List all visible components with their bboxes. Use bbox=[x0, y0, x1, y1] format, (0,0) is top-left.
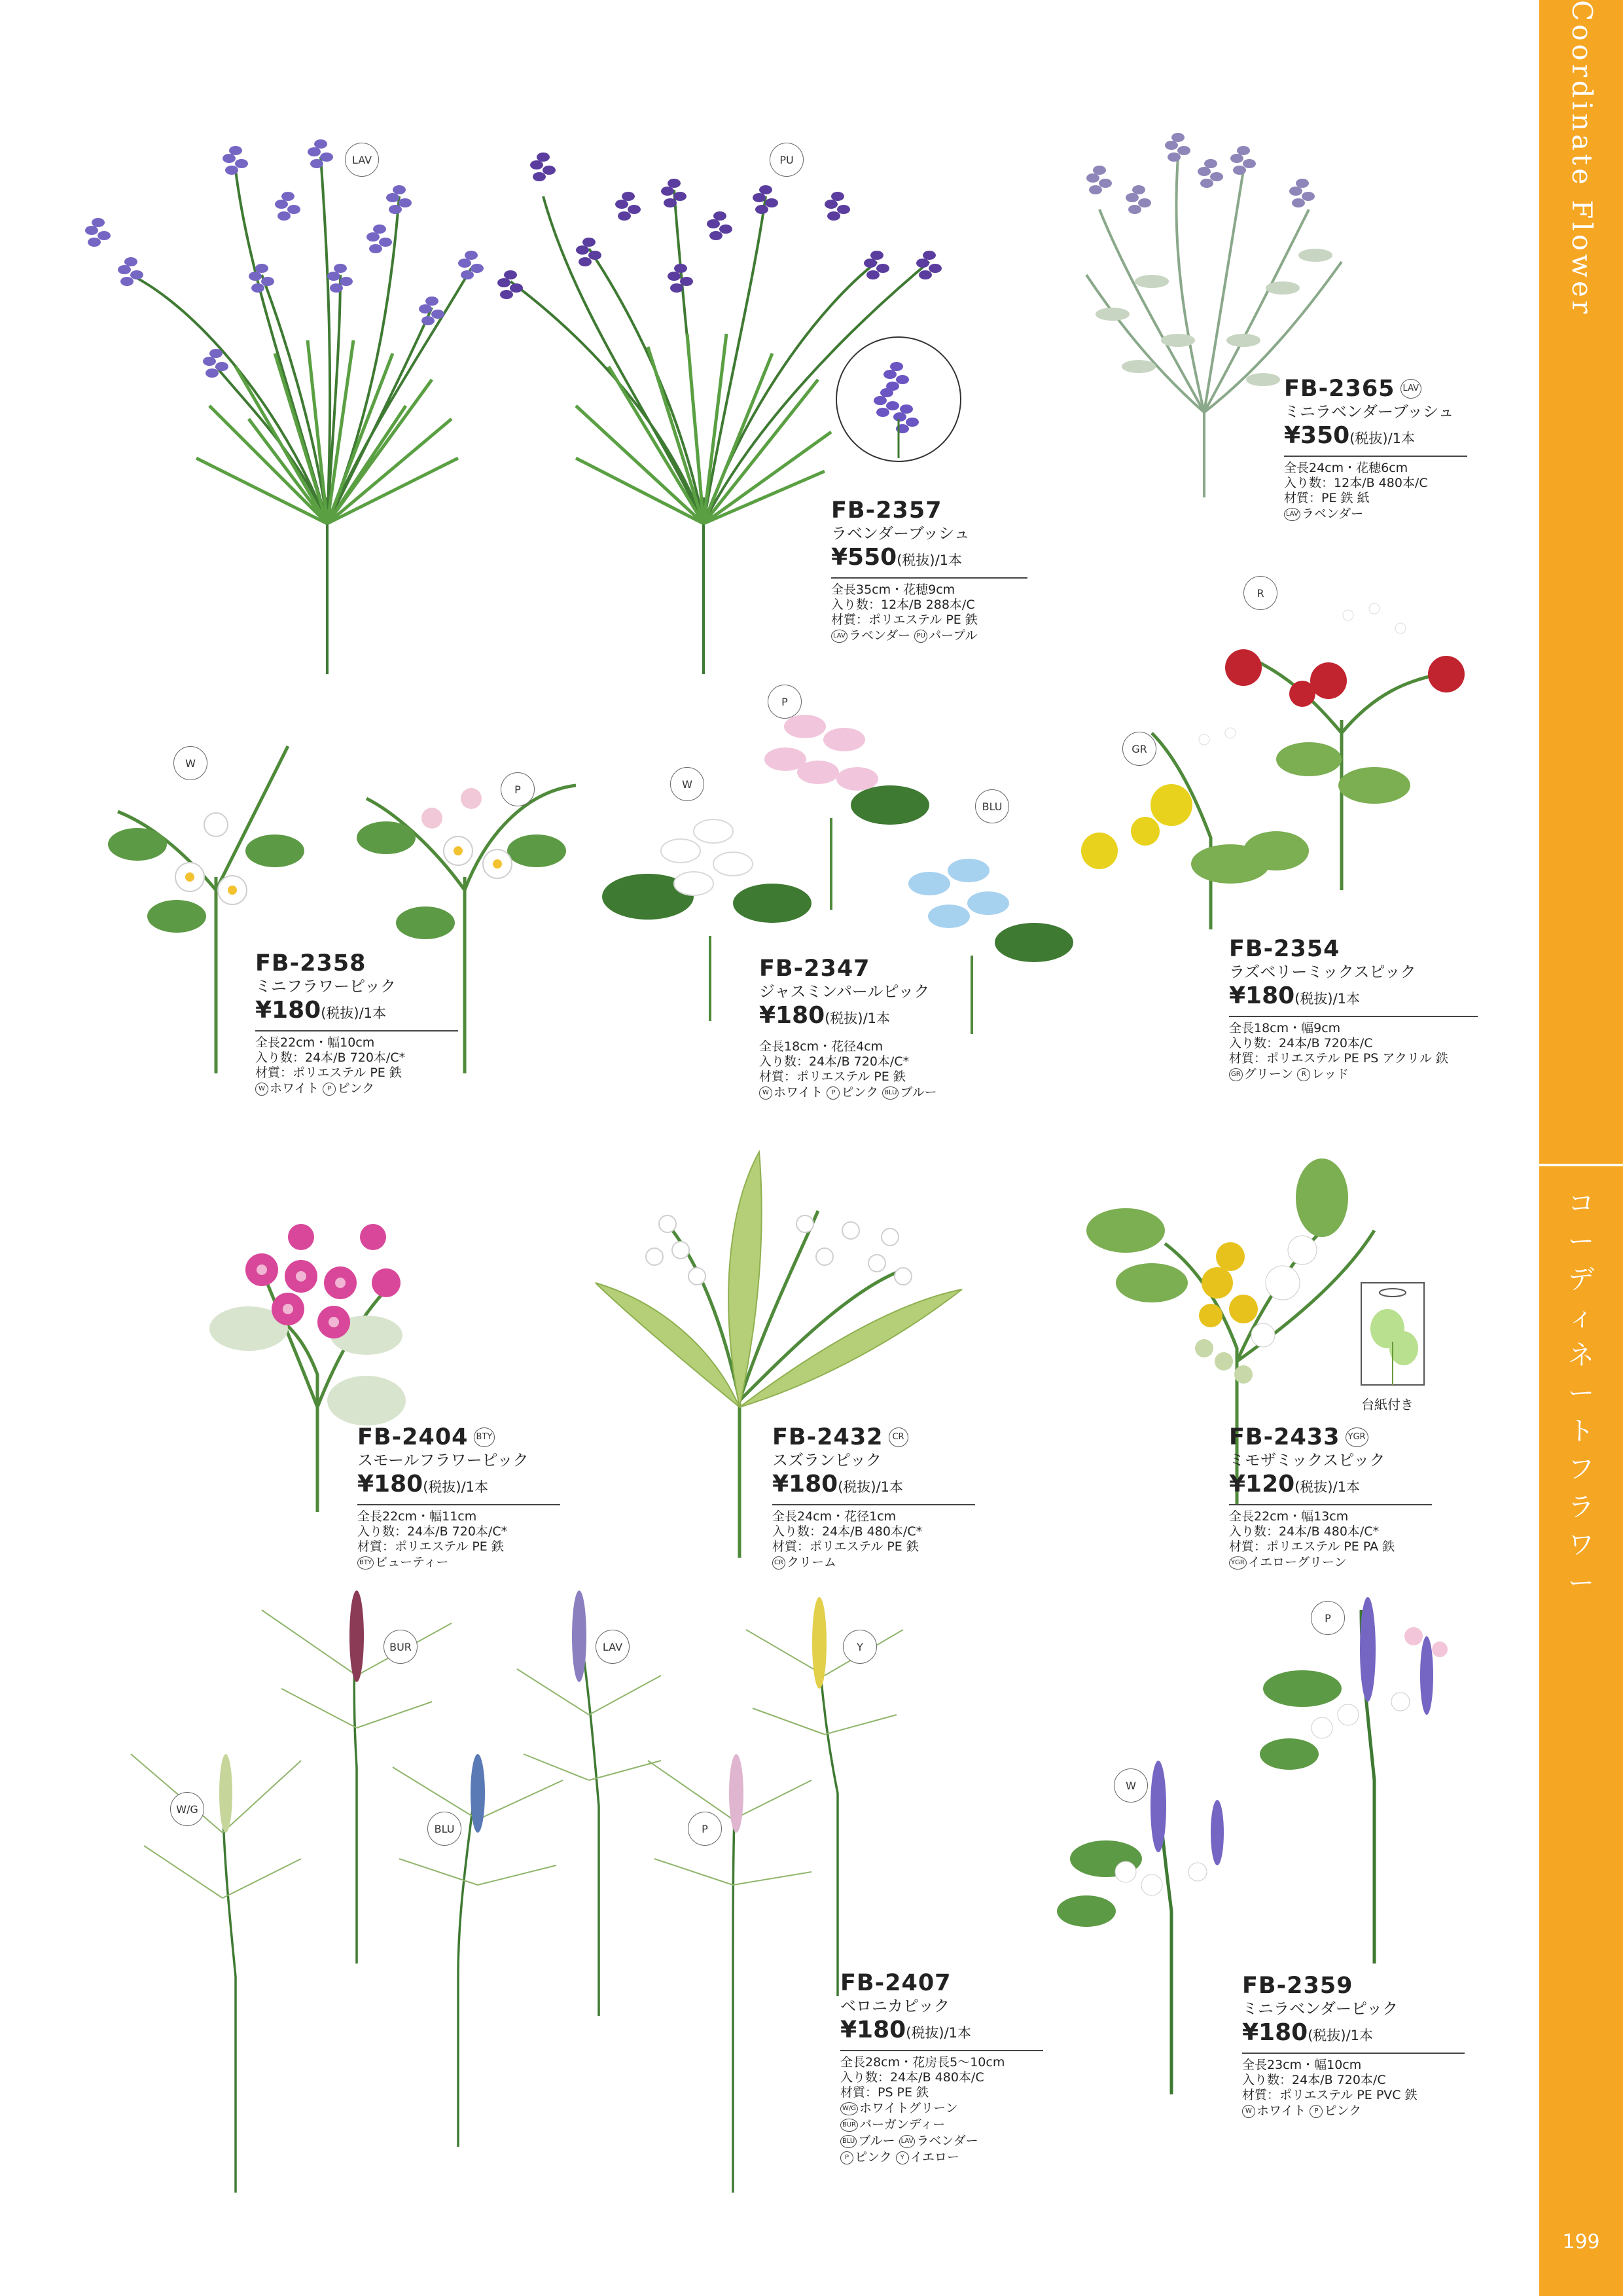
tag-bur: BUR bbox=[383, 1630, 418, 1664]
product-code: FB-2354 bbox=[1229, 936, 1340, 962]
tag-p: P bbox=[688, 1812, 722, 1846]
product-name: ラズベリーミックスピック bbox=[1229, 963, 1416, 981]
product-name: ミモザミックスピック bbox=[1229, 1451, 1385, 1469]
product-colors: BTY ビューティー bbox=[357, 1554, 560, 1571]
tag-blu: BLU bbox=[975, 789, 1009, 823]
product-name: ベロニカピック bbox=[840, 1997, 950, 2015]
tag-r: R bbox=[1243, 576, 1277, 610]
tag-w: W bbox=[173, 746, 207, 780]
tag-lav: LAV bbox=[596, 1630, 630, 1664]
tag-wg: W/G bbox=[170, 1792, 204, 1826]
tag-pu: PU bbox=[770, 143, 804, 177]
product-code: FB-2359 bbox=[1242, 1973, 1353, 1999]
product-price: ¥180(税抜)/1本 bbox=[255, 996, 458, 1031]
product-price: ¥120(税抜)/1本 bbox=[1229, 1470, 1432, 1505]
product-price: ¥180(税抜)/1本 bbox=[1229, 982, 1478, 1017]
product-code: FB-2433 YGR bbox=[1229, 1424, 1432, 1450]
product-colors: W ホワイト P ピンク bbox=[1242, 2103, 1465, 2119]
product-spec: 全長22cm・幅13cm 入り数：24本/B 480本/C* 材質：ポリエステル PE PA 鉄 bbox=[1229, 1509, 1395, 1554]
tag-w: W bbox=[670, 767, 704, 801]
product-colors: LAV ラベンダー bbox=[1284, 506, 1467, 522]
daishi-label: 台紙付き bbox=[1361, 1397, 1414, 1412]
product-code: FB-2347 bbox=[759, 956, 870, 982]
product-spec: 全長22cm・幅11cm 入り数：24本/B 720本/C* 材質：ポリエステル PE 鉄 bbox=[357, 1509, 508, 1554]
product-colors: LAV ラベンダー PU パープル bbox=[831, 628, 1027, 644]
band-title-en-wrap bbox=[1539, 0, 1623, 2296]
band-title-jp: コーディネートフラワー bbox=[1568, 1189, 1594, 1598]
product-name: スズランピック bbox=[772, 1451, 882, 1469]
product-colors: W ホワイト P ピンク BLU ブルー bbox=[759, 1085, 969, 1101]
product-fb2347 bbox=[759, 956, 969, 1101]
product-fb2359 bbox=[1242, 1973, 1465, 2119]
product-name: ラベンダーブッシュ bbox=[831, 524, 970, 543]
product-name: ミニラベンダーブッシュ bbox=[1284, 403, 1454, 421]
product-price: ¥350(税抜)/1本 bbox=[1284, 422, 1467, 457]
product-price: ¥550(税抜)/1本 bbox=[831, 543, 1027, 579]
product-price: ¥180(税抜)/1本 bbox=[357, 1470, 560, 1505]
product-code: FB-2358 bbox=[255, 950, 366, 977]
product-code: FB-2404 BTY bbox=[357, 1424, 560, 1450]
purple-flowers bbox=[497, 152, 942, 299]
product-code: FB-2432 CR bbox=[772, 1424, 975, 1450]
tag-gr: GR bbox=[1122, 732, 1156, 766]
product-spec: 全長23cm・幅10cm 入り数：24本/B 720本/C 材質：ポリエステル PE PVC 鉄 bbox=[1242, 2058, 1418, 2102]
product-colors: GR グリーン R レッド bbox=[1229, 1066, 1478, 1083]
mini-lavender-foliage bbox=[1096, 249, 1332, 386]
product-fb2432 bbox=[772, 1424, 975, 1571]
page-number: 199 bbox=[1562, 2231, 1600, 2253]
product-colors: YGR イエローグリーン bbox=[1229, 1554, 1432, 1571]
product-colors: W ホワイト P ピンク bbox=[255, 1081, 458, 1097]
product-fb2357 bbox=[831, 497, 1027, 644]
tag-y: Y bbox=[843, 1630, 877, 1664]
product-price: ¥180(税抜)/1本 bbox=[1242, 2018, 1465, 2054]
product-name: ジャスミンパールピック bbox=[759, 982, 930, 1001]
product-code: FB-2357 bbox=[831, 497, 942, 524]
product-spec: 全長24cm・花径1cm 入り数：24本/B 480本/C* 材質：ポリエステル PE 鉄 bbox=[772, 1509, 923, 1554]
product-fb2358 bbox=[255, 950, 458, 1097]
product-price: ¥180(税抜)/1本 bbox=[840, 2016, 1043, 2051]
tag-p: P bbox=[1311, 1601, 1345, 1635]
product-spec: 全長24cm・花穂6cm 入り数：12本/B 480本/C 材質：PE 鉄 紙 bbox=[1284, 461, 1428, 505]
veronica-stems bbox=[223, 1604, 838, 2193]
band-title-en: Coordinate Flower bbox=[1566, 0, 1598, 317]
tag-lav: LAV bbox=[345, 143, 379, 177]
product-name: スモールフラワーピック bbox=[357, 1451, 529, 1469]
product-code: FB-2407 bbox=[840, 1970, 952, 1996]
product-spec: 全長22cm・幅10cm 入り数：24本/B 720本/C* 材質：ポリエステル PE 鉄 bbox=[255, 1035, 406, 1080]
tag-w: W bbox=[1114, 1768, 1148, 1803]
product-fb2404 bbox=[357, 1424, 560, 1571]
lavender-bush-lav-image bbox=[131, 157, 471, 674]
product-spec: 全長18cm・花径4cm 入り数：24本/B 720本/C* 材質：ポリエステル PE 鉄 bbox=[759, 1039, 910, 1084]
tag-p: P bbox=[768, 685, 802, 719]
product-price: ¥180(税抜)/1本 bbox=[759, 1002, 891, 1029]
product-fb2365 bbox=[1284, 376, 1467, 522]
tag-p: P bbox=[501, 772, 535, 806]
product-name: ミニフラワーピック bbox=[255, 977, 397, 996]
product-colors: CR クリーム bbox=[772, 1554, 975, 1571]
product-colors: W/G ホワイトグリーン BUR バーガンディー BLU ブルー LAV ラベンダー P ピンク Y イエロー bbox=[840, 2100, 1043, 2166]
product-name: ミニラベンダーピック bbox=[1242, 2000, 1399, 2018]
product-code: FB-2365 LAV bbox=[1284, 376, 1467, 402]
product-fb2433 bbox=[1229, 1424, 1432, 1571]
tag-blu: BLU bbox=[427, 1812, 461, 1846]
product-spec: 全長18cm・幅9cm 入り数：24本/B 720本/C 材質：ポリエステル PE PS アクリル 鉄 bbox=[1229, 1021, 1448, 1066]
product-price: ¥180(税抜)/1本 bbox=[772, 1470, 975, 1505]
product-fb2407 bbox=[840, 1970, 1043, 2166]
product-spec: 全長35cm・花穂9cm 入り数：12本/B 288本/C 材質：ポリエステル PE 鉄 bbox=[831, 583, 978, 627]
product-fb2354 bbox=[1229, 936, 1478, 1083]
product-spec: 全長28cm・花房長5〜10cm 入り数：24本/B 480本/C 材質：PS PE 鉄 bbox=[840, 2055, 1005, 2100]
